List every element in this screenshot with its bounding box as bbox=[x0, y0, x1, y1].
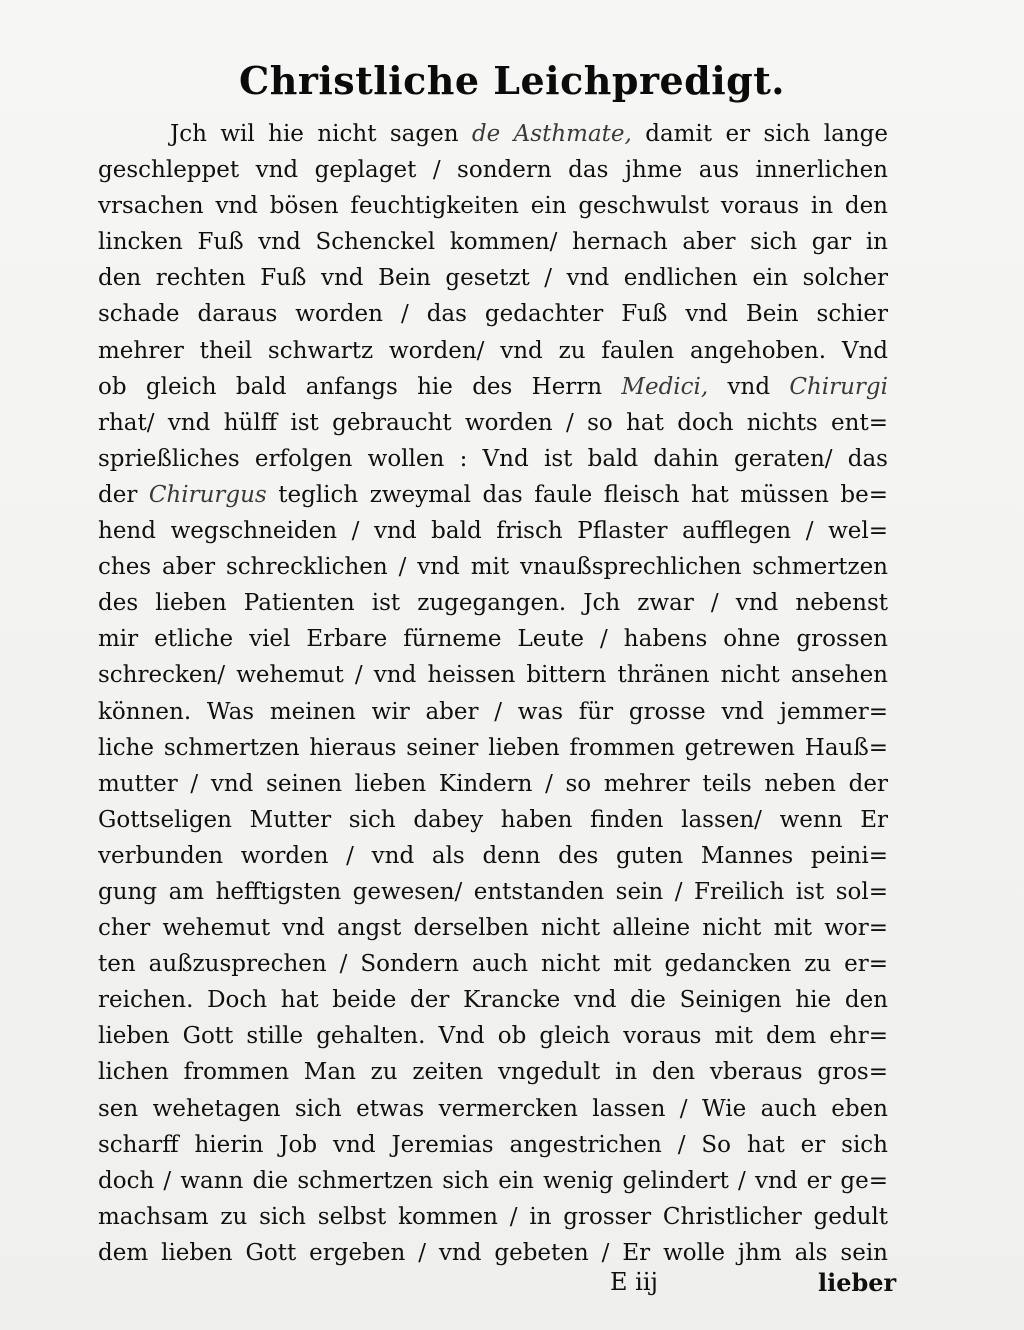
text-line bbox=[98, 1054, 888, 1090]
latin-term: de Asthmate, bbox=[471, 121, 632, 147]
text-segment: dem lieben Gott ergeben / vnd gebeten / Er wolle jhm als sein bbox=[98, 1239, 888, 1266]
text-segment: vrsachen vnd bösen feuchtigkeiten ein geschwulst voraus in den bbox=[98, 193, 888, 220]
text-segment: schrecken/ wehemut / vnd heissen bittern thränen nicht ansehen bbox=[98, 662, 888, 689]
text-segment: scharff hierin Job vnd Jeremias angestrichen / So hat er sich bbox=[98, 1131, 888, 1158]
text-segment: mir etliche viel Erbare fürneme Leute / habens ohne grossen bbox=[98, 626, 888, 653]
text-segment: cher wehemut vnd angst derselben nicht alleine nicht mit wor= bbox=[98, 915, 888, 942]
text-line bbox=[98, 441, 888, 477]
text-segment: mutter / vnd seinen lieben Kindern / so mehrer teils neben der bbox=[98, 770, 888, 797]
text-segment: verbunden worden / vnd als denn des guten Mannes peini= bbox=[98, 842, 888, 869]
text-line bbox=[98, 224, 888, 260]
latin-term: Chirurgus bbox=[148, 481, 267, 508]
text-line bbox=[98, 838, 888, 874]
text-segment: ten außzusprechen / Sondern auch nicht mit gedancken zu er= bbox=[98, 951, 888, 978]
text-line bbox=[98, 874, 888, 910]
text-segment: rhat/ vnd hülff ist gebraucht worden / so hat doch nichts ent= bbox=[98, 409, 888, 436]
text-line bbox=[98, 1018, 888, 1054]
text-line bbox=[98, 296, 888, 332]
text-segment: damit er sich lange bbox=[631, 121, 888, 147]
catchword: lieber bbox=[818, 1268, 897, 1297]
text-segment: ches aber schrecklichen / vnd mit vnaußsprechlichen schmertzen bbox=[98, 554, 888, 581]
text-segment: gung am hefftigsten gewesen/ entstanden sein / Freilich ist sol= bbox=[98, 878, 888, 905]
text-line bbox=[98, 621, 888, 657]
latin-term: Medici, bbox=[621, 373, 709, 400]
text-line bbox=[98, 513, 888, 549]
text-segment: sprießliches erfolgen wollen : Vnd ist bald dahin geraten/ das bbox=[98, 445, 888, 472]
text-line bbox=[98, 152, 888, 188]
text-segment: reichen. Doch hat beide der Krancke vnd die Seinigen hie den bbox=[98, 987, 888, 1014]
text-segment: Jch wil hie nicht sagen bbox=[170, 121, 472, 147]
text-segment: lincken Fuß vnd Schenckel kommen/ hernach aber sich gar in bbox=[98, 229, 888, 256]
text-line bbox=[98, 1127, 888, 1163]
page-header: Christliche Leichpredigt. bbox=[238, 58, 786, 103]
text-segment: lichen frommen Man zu zeiten vngedult in den vberaus gros= bbox=[98, 1059, 888, 1086]
text-line bbox=[98, 730, 888, 766]
text-line bbox=[98, 333, 888, 369]
text-line bbox=[98, 1091, 888, 1127]
text-line bbox=[98, 1163, 888, 1199]
text-segment: doch / wann die schmertzen sich ein wenig gelindert / vnd er ge= bbox=[98, 1167, 888, 1194]
text-segment: können. Was meinen wir aber / was für grosse vnd jemmer= bbox=[98, 698, 888, 725]
text-segment: mehrer theil schwartz worden/ vnd zu faulen angehoben. Vnd bbox=[98, 337, 888, 364]
text-line bbox=[98, 1199, 888, 1235]
text-segment: den rechten Fuß vnd Bein gesetzt / vnd endlichen ein solcher bbox=[98, 265, 888, 292]
page-footer bbox=[0, 1268, 1024, 1308]
text-line bbox=[98, 910, 888, 946]
signature-mark: E iij bbox=[610, 1268, 658, 1296]
text-segment: geschleppet vnd geplaget / sondern das jhme aus innerlichen bbox=[98, 157, 888, 184]
text-segment: des lieben Patienten ist zugegangen. Jch zwar / vnd nebenst bbox=[98, 590, 888, 617]
text-segment: vnd bbox=[708, 373, 790, 400]
text-line bbox=[98, 1235, 888, 1271]
text-line bbox=[98, 982, 888, 1018]
sermon-text-block bbox=[98, 116, 888, 1271]
text-line bbox=[98, 405, 888, 441]
text-line bbox=[98, 369, 888, 405]
text-segment: ob gleich bald anfangs hie des Herrn bbox=[98, 373, 622, 400]
text-line bbox=[98, 260, 888, 296]
text-line bbox=[98, 549, 888, 585]
text-segment: der bbox=[98, 481, 149, 508]
text-line bbox=[98, 585, 888, 621]
text-line bbox=[98, 766, 888, 802]
text-line bbox=[98, 477, 888, 513]
text-line bbox=[98, 946, 888, 982]
text-segment: schade daraus worden / das gedachter Fuß vnd Bein schier bbox=[98, 301, 888, 328]
text-segment: liche schmertzen hieraus seiner lieben frommen getrewen Hauß= bbox=[98, 734, 888, 761]
text-segment: hend wegschneiden / vnd bald frisch Pflaster aufflegen / wel= bbox=[98, 518, 888, 545]
text-line bbox=[98, 694, 888, 730]
text-segment: lieben Gott stille gehalten. Vnd ob gleich voraus mit dem ehr= bbox=[98, 1023, 888, 1050]
text-segment: teglich zweymal das faule fleisch hat müssen be= bbox=[266, 481, 888, 508]
text-segment: machsam zu sich selbst kommen / in grosser Christlicher gedult bbox=[98, 1203, 888, 1230]
text-line bbox=[98, 116, 888, 152]
text-line bbox=[98, 657, 888, 693]
text-line bbox=[98, 802, 888, 838]
text-segment: Gottseligen Mutter sich dabey haben finden lassen/ wenn Er bbox=[98, 806, 888, 833]
latin-term: Chirurgi bbox=[789, 373, 888, 400]
text-line bbox=[98, 188, 888, 224]
text-segment: sen wehetagen sich etwas vermercken lassen / Wie auch eben bbox=[98, 1095, 888, 1122]
